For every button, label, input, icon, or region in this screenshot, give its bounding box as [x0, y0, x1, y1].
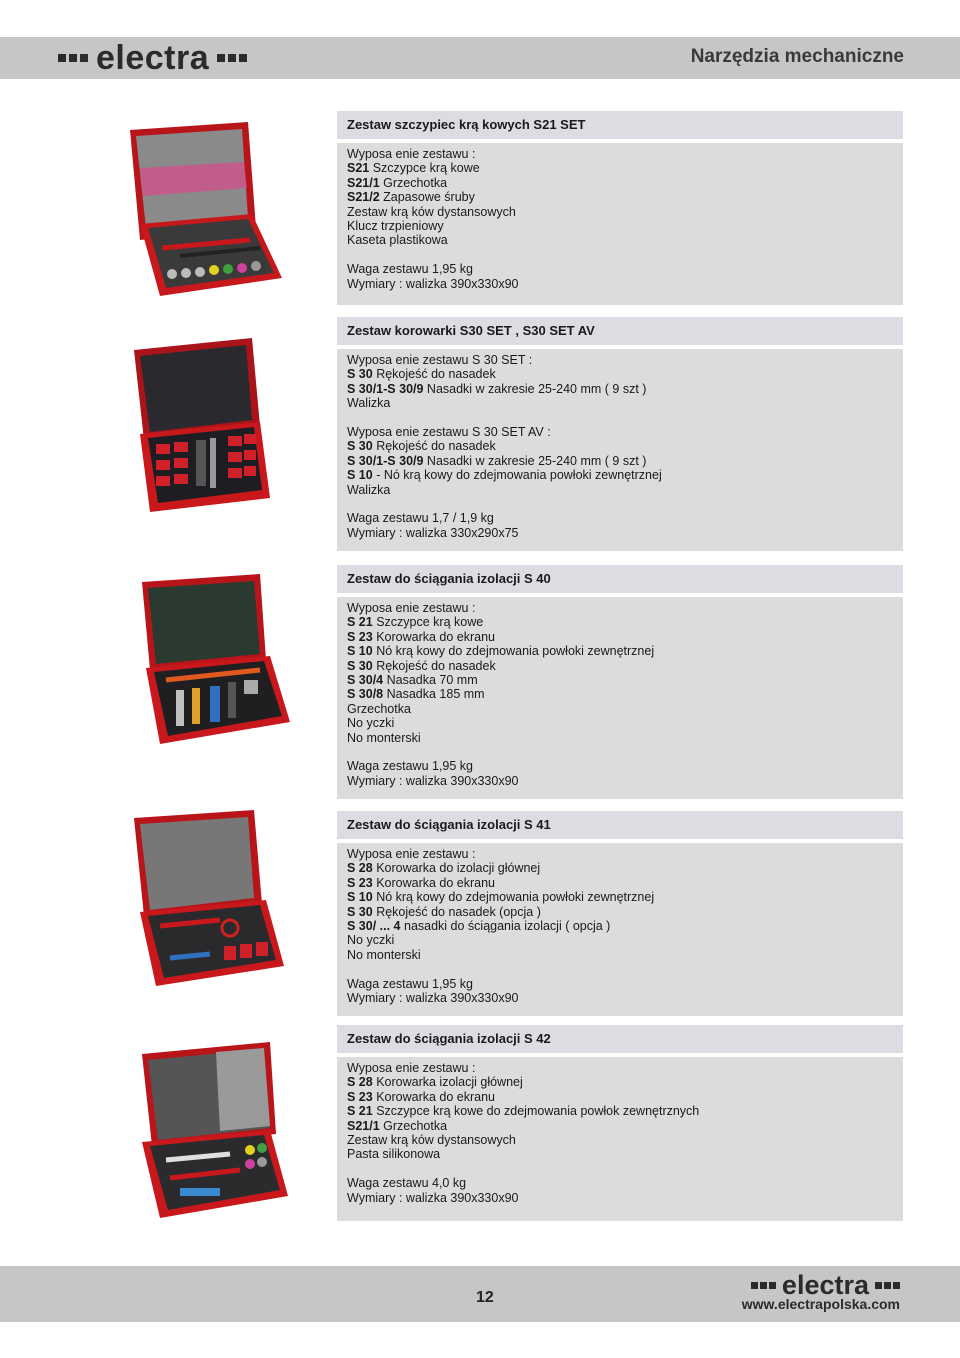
spec-line: Pasta silikonowa	[347, 1147, 441, 1162]
spec-line: Wyposa enie zestawu S 30 SET :	[347, 353, 533, 367]
spec-line: Wyposa enie zestawu :	[347, 847, 476, 861]
section-body	[337, 1057, 903, 1221]
spec-line: No monterski	[347, 730, 421, 745]
spec-line: Waga zestawu 4,0 kg	[347, 1176, 467, 1191]
spec-line: Waga zestawu 1,95 kg	[347, 759, 473, 774]
spec-line: S 23 Korowarka do ekranu	[347, 629, 496, 644]
spec-line: No yczki	[347, 716, 395, 731]
spec-line: S 21 Szczypce krą kowe do zdejmowania powłok zewnętrznych	[347, 1104, 700, 1119]
section-title: Zestaw do ściągania izolacji S 42	[337, 1025, 903, 1053]
spec-line: S 30 Rękojeść do nasadek	[347, 439, 496, 454]
spec-line: Waga zestawu 1,7 / 1,9 kg	[347, 511, 494, 526]
section-title: Zestaw do ściągania izolacji S 40	[337, 565, 903, 593]
spec-line: S 10 Nó krą kowy do zdejmowania powłoki zewnętrznej	[347, 890, 655, 905]
brand-name: electra	[96, 39, 210, 77]
brand-logo	[58, 39, 247, 77]
spec-line: Klucz trzpieniowy	[347, 218, 444, 233]
spec-line: S 10 - Nó krą kowy do zdejmowania powłoki zewnętrznej	[347, 468, 662, 483]
section-title: Zestaw korowarki S30 SET , S30 SET AV	[337, 317, 903, 345]
section-body	[337, 143, 903, 305]
spec-line: No monterski	[347, 947, 421, 962]
spec-line: S 30/ ... 4 nasadki do ściągania izolacji ( opcja )	[347, 918, 611, 933]
spec-line	[347, 497, 893, 511]
spec-line	[347, 1162, 893, 1176]
spec-line: S 23 Korowarka do ekranu	[347, 875, 496, 890]
section-body	[337, 843, 903, 1016]
spec-line: Walizka	[347, 482, 391, 497]
spec-line: Wymiary : walizka 390x330x90	[347, 773, 519, 788]
spec-line: S 23 Korowarka do ekranu	[347, 1089, 496, 1104]
spec-line	[347, 248, 893, 262]
spec-line: Zestaw krą ków dystansowych	[347, 204, 516, 219]
spec-line	[347, 745, 893, 759]
section-body	[337, 597, 903, 799]
product-image-s41	[120, 808, 300, 993]
spec-line: S 30 Rękojeść do nasadek	[347, 367, 496, 382]
logo-dots-right	[217, 54, 247, 62]
spec-line: Wymiary : walizka 390x330x90	[347, 1190, 519, 1205]
page-number: 12	[476, 1289, 494, 1306]
logo-dots-left	[751, 1282, 776, 1289]
product-image-s42	[120, 1038, 300, 1223]
spec-line: Kaseta plastikowa	[347, 233, 448, 248]
spec-line: S21/2 Zapasowe śruby	[347, 190, 475, 205]
spec-line: Wyposa enie zestawu :	[347, 147, 476, 161]
spec-line: S21/1 Grzechotka	[347, 175, 448, 190]
spec-line: Wymiary : walizka 390x330x90	[347, 990, 519, 1005]
spec-line: S 30 Rękojeść do nasadek	[347, 658, 496, 673]
spec-line	[347, 411, 893, 425]
spec-line: S 30 Rękojeść do nasadek (opcja )	[347, 904, 541, 919]
spec-line: Walizka	[347, 396, 391, 411]
product-image-s40	[120, 572, 300, 752]
spec-line: S 28 Korowarka izolacji głównej	[347, 1075, 523, 1090]
logo-dots-left	[58, 54, 88, 62]
spec-line: Waga zestawu 1,95 kg	[347, 262, 473, 277]
page-title: Narzędzia mechaniczne	[690, 46, 904, 67]
spec-line: Wymiary : walizka 330x290x75	[347, 525, 519, 540]
section-title: Zestaw szczypiec krą kowych S21 SET	[337, 111, 903, 139]
section-title: Zestaw do ściągania izolacji S 41	[337, 811, 903, 839]
spec-line: S21/1 Grzechotka	[347, 1118, 448, 1133]
spec-line: Grzechotka	[347, 701, 411, 716]
spec-line: S 30/1-S 30/9 Nasadki w zakresie 25-240 mm ( 9 szt )	[347, 381, 647, 396]
spec-line: Waga zestawu 1,95 kg	[347, 976, 473, 991]
section-body	[337, 349, 903, 551]
spec-line: Wymiary : walizka 390x330x90	[347, 276, 519, 291]
spec-line: No yczki	[347, 933, 395, 948]
spec-line: S 30/8 Nasadka 185 mm	[347, 687, 485, 702]
spec-line	[347, 962, 893, 976]
footer-url[interactable]: www.electrapolska.com	[741, 1296, 900, 1312]
spec-line: S21 Szczypce krą kowe	[347, 161, 480, 176]
spec-line: S 10 Nó krą kowy do zdejmowania powłoki zewnętrznej	[347, 644, 655, 659]
spec-line: S 30/1-S 30/9 Nasadki w zakresie 25-240 mm ( 9 szt )	[347, 453, 647, 468]
spec-line: S 30/4 Nasadka 70 mm	[347, 672, 478, 687]
footer-brand-name: electra	[781, 1270, 869, 1300]
spec-line: S 28 Korowarka do izolacji głównej	[347, 861, 541, 876]
spec-line: Wyposa enie zestawu :	[347, 1061, 476, 1075]
logo-dots-right	[875, 1282, 900, 1289]
spec-line: Wyposa enie zestawu :	[347, 601, 476, 615]
spec-line: S 21 Szczypce krą kowe	[347, 615, 484, 630]
product-image-s30-set	[120, 330, 300, 515]
spec-line: Wyposa enie zestawu S 30 SET AV :	[347, 424, 551, 439]
product-image-s21-set	[120, 118, 300, 308]
spec-line: Zestaw krą ków dystansowych	[347, 1132, 516, 1147]
